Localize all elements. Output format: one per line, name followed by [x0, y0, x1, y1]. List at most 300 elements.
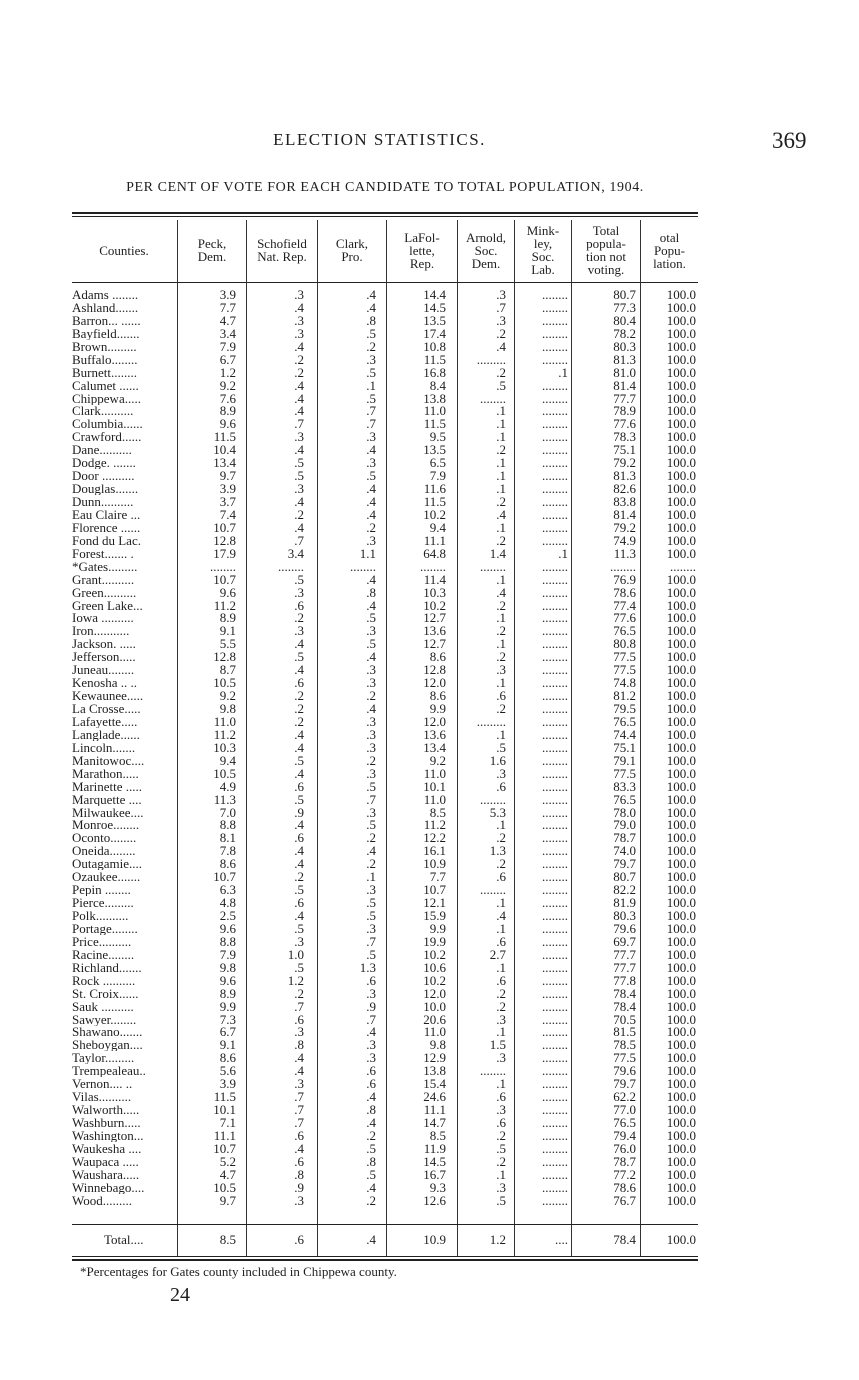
county-name: Wood.........: [72, 1193, 132, 1207]
table-cell: .1: [496, 920, 506, 936]
header-clark-line: Pro.: [341, 249, 363, 264]
table-cell: 7.8: [219, 843, 236, 859]
table-cell: 11.1: [423, 532, 446, 548]
table-cell: 100.0: [666, 998, 696, 1014]
county-name: Richland.......: [72, 960, 142, 974]
county-name: Polk..........: [72, 909, 129, 922]
table-cell: 100.0: [666, 325, 696, 341]
table-cell: ........: [542, 675, 568, 691]
header-minkley-line: ley,: [533, 236, 553, 251]
table-cell: .6: [294, 1153, 304, 1169]
county-name: Chippewa.....: [72, 391, 141, 405]
table-row: [72, 1142, 698, 1155]
table-cell: 9.6: [219, 584, 236, 600]
county-name: Winnebago....: [72, 1180, 145, 1194]
total-cell: .6: [294, 1232, 304, 1247]
table-cell: 13.4: [423, 739, 446, 755]
table-cell: ........: [542, 972, 568, 988]
table-cell: ........: [542, 455, 568, 471]
county-name: Racine........: [72, 947, 135, 961]
table-cell: 5.2: [219, 1153, 236, 1169]
table-cell: 9.6: [219, 920, 236, 936]
table-row: [72, 288, 698, 301]
county-name: Washburn.....: [72, 1116, 141, 1129]
table-row: [72, 1000, 698, 1013]
page-number: 369: [772, 128, 807, 153]
table-row: [72, 586, 698, 599]
table-cell: .3: [366, 765, 376, 781]
table-cell: 4.9: [219, 778, 236, 794]
county-name: Waupaca .....: [72, 1154, 139, 1168]
table-cell: .2: [496, 597, 506, 613]
table-cell: .2: [496, 532, 506, 548]
table-cell: 100.0: [666, 1102, 696, 1118]
table-cell: ........: [542, 597, 568, 613]
header-peck-line: Peck,: [197, 236, 227, 251]
table-cell: .4: [294, 636, 304, 652]
table-cell: .2: [366, 1127, 376, 1143]
table-cell: 76.5: [613, 1115, 636, 1130]
table-cell: .6: [496, 778, 506, 794]
table-cell: ........: [350, 558, 376, 574]
table-cell: .2: [294, 713, 304, 729]
table-cell: 79.6: [613, 1063, 636, 1079]
table-cell: 16.8: [423, 364, 446, 380]
table-cell: .1: [496, 636, 506, 652]
header-minkley-line: Soc.: [531, 249, 555, 264]
table-cell: 100.0: [666, 765, 696, 781]
table-cell: 8.9: [219, 403, 236, 419]
table-cell: 100.0: [666, 830, 696, 846]
county-name: Jackson. .....: [72, 637, 136, 651]
table-cell: .3: [294, 312, 304, 328]
total-cell: 1.2: [489, 1232, 506, 1247]
table-cell: ........: [610, 558, 636, 574]
table-row: [72, 818, 698, 831]
table-cell: 11.3: [613, 545, 636, 561]
table-cell: ........: [210, 558, 236, 574]
table-cell: 9.2: [429, 752, 446, 768]
table-cell: 9.9: [219, 998, 236, 1014]
county-name: Outagamie....: [72, 857, 143, 871]
table-cell: 11.0: [423, 791, 446, 807]
table-cell: 79.0: [613, 817, 636, 833]
county-name: Marquette ....: [72, 792, 142, 806]
table-cell: .7: [294, 998, 304, 1014]
table-cell: 100.0: [666, 351, 696, 367]
table-cell: ........: [542, 869, 568, 885]
county-name: Iron...........: [72, 624, 130, 638]
county-name: Douglas.......: [72, 482, 139, 496]
table-cell: .3: [294, 933, 304, 949]
table-cell: 10.7: [213, 1140, 236, 1156]
table-cell: .1: [366, 869, 376, 885]
table-cell: 10.1: [423, 778, 446, 794]
table-cell: .1: [496, 959, 506, 975]
table-row: [72, 831, 698, 844]
table-cell: 100.0: [666, 856, 696, 872]
table-cell: 74.8: [613, 675, 636, 691]
table-cell: 19.9: [423, 933, 446, 949]
table-cell: 78.5: [613, 1037, 636, 1053]
county-name: Adams ........: [72, 288, 139, 301]
table-cell: .5: [294, 649, 304, 665]
table-cell: 78.6: [613, 584, 636, 600]
table-cell: .3: [366, 985, 376, 1001]
table-cell: 8.8: [219, 933, 236, 949]
table-cell: .2: [496, 985, 506, 1001]
county-name: Walworth.....: [72, 1103, 140, 1117]
table-cell: .4: [496, 338, 506, 354]
table-cell: .4: [496, 506, 506, 522]
table-cell: ........: [542, 959, 568, 975]
table-cell: .3: [366, 623, 376, 639]
table-cell: ........: [542, 416, 568, 432]
table-cell: 10.5: [213, 675, 236, 691]
table-cell: ........: [542, 1011, 568, 1027]
table-cell: 100.0: [666, 403, 696, 419]
table-cell: .2: [294, 364, 304, 380]
table-row: [72, 754, 698, 767]
table-cell: 12.8: [213, 649, 236, 665]
table-cell: 100.0: [666, 675, 696, 691]
table-cell: .5: [294, 455, 304, 471]
table-cell: 14.4: [423, 287, 446, 302]
table-cell: ........: [542, 985, 568, 1001]
table-cell: ........: [542, 713, 568, 729]
header-minkley-line: Lab.: [531, 262, 555, 277]
table-cell: .4: [294, 856, 304, 872]
table-cell: 100.0: [666, 377, 696, 393]
table-cell: ........: [542, 765, 568, 781]
table-cell: 4.7: [219, 312, 236, 328]
table-cell: 9.6: [219, 416, 236, 432]
table-row: [72, 327, 698, 340]
table-cell: 10.9: [423, 856, 446, 872]
table-cell: .2: [294, 610, 304, 626]
table-row: [72, 456, 698, 469]
header-minkley: [515, 220, 571, 280]
table-cell: .7: [294, 1102, 304, 1118]
table-cell: .5: [294, 959, 304, 975]
table-cell: ........: [542, 610, 568, 626]
table-cell: .4: [366, 481, 376, 497]
table-cell: .3: [366, 351, 376, 367]
table-cell: .4: [294, 442, 304, 458]
table-cell: 10.5: [213, 1179, 236, 1195]
table-cell: 8.8: [219, 817, 236, 833]
table-row: [72, 922, 698, 935]
table-cell: 75.1: [613, 442, 636, 458]
table-row: [72, 1090, 698, 1103]
table-cell: .5: [366, 946, 376, 962]
county-name: Milwaukee....: [72, 805, 144, 819]
table-cell: .4: [496, 908, 506, 923]
total-cell: 100.0: [666, 1232, 696, 1247]
table-row: [72, 1013, 698, 1026]
table-cell: 81.4: [613, 506, 636, 522]
table-cell: 100.0: [666, 1089, 696, 1105]
table-cell: ........: [542, 1127, 568, 1143]
table-cell: 100.0: [666, 468, 696, 484]
table-cell: 100.0: [666, 778, 696, 794]
table-cell: 70.5: [613, 1011, 636, 1027]
table-cell: .4: [294, 390, 304, 406]
county-name: Forest....... .: [72, 546, 134, 560]
table-cell: ........: [542, 882, 568, 898]
table-cell: ........: [542, 895, 568, 911]
table-cell: 78.7: [613, 1153, 636, 1169]
table-cell: 12.9: [423, 1050, 446, 1066]
county-name: Sawyer........: [72, 1012, 137, 1026]
table-cell: .6: [294, 778, 304, 794]
column-header-row: [72, 220, 698, 280]
table-cell: .5: [496, 377, 506, 393]
table-cell: 11.2: [213, 597, 236, 613]
table-cell: 11.1: [423, 1102, 446, 1118]
table-cell: 76.5: [613, 713, 636, 729]
table-cell: 77.4: [613, 597, 636, 613]
table-cell: .6: [294, 675, 304, 691]
table-cell: 100.0: [666, 1076, 696, 1092]
table-cell: .1: [496, 403, 506, 419]
table-row: [72, 961, 698, 974]
table-row: [72, 534, 698, 547]
header-clark: [318, 220, 386, 280]
table-row: [72, 573, 698, 586]
table-cell: 12.7: [423, 610, 446, 626]
county-name: Ozaukee.......: [72, 870, 141, 884]
table-cell: .4: [294, 494, 304, 509]
table-cell: .3: [366, 429, 376, 445]
table-cell: 82.2: [613, 882, 636, 898]
header-bottom-rule: [72, 282, 698, 283]
table-cell: 64.8: [423, 545, 446, 561]
table-cell: .6: [294, 597, 304, 613]
table-cell: .3: [366, 739, 376, 755]
total-cell: .4: [366, 1232, 376, 1247]
table-cell: 100.0: [666, 506, 696, 522]
table-cell: .2: [294, 985, 304, 1001]
table-cell: 9.9: [429, 701, 446, 716]
table-cell: 81.3: [613, 351, 636, 367]
table-cell: .1: [496, 416, 506, 432]
table-cell: 13.4: [213, 455, 236, 471]
table-cell: 100.0: [666, 701, 696, 716]
header-arnold-line: Dem.: [471, 255, 501, 271]
table-cell: 2.7: [489, 946, 506, 962]
county-name: Crawford......: [72, 430, 142, 444]
table-row: [72, 340, 698, 353]
table-cell: .4: [294, 843, 304, 859]
running-head: [0, 128, 859, 154]
table-cell: 100.0: [666, 494, 696, 509]
table-cell: 11.0: [213, 713, 236, 729]
table-cell: 15.9: [423, 908, 446, 923]
table-cell: ........: [542, 908, 568, 923]
table-cell: 11.0: [423, 1024, 446, 1040]
table-cell: 8.1: [219, 830, 236, 846]
table-cell: .7: [366, 933, 376, 949]
table-cell: 78.2: [613, 325, 636, 341]
table-cell: .6: [496, 1115, 506, 1130]
table-cell: 1.2: [287, 972, 304, 988]
table-cell: .5: [294, 920, 304, 936]
table-cell: 15.4: [423, 1076, 446, 1092]
table-cell: .3: [366, 882, 376, 898]
table-cell: 9.5: [429, 429, 446, 445]
table-cell: .3: [366, 662, 376, 678]
table-cell: ........: [542, 558, 568, 574]
table-cell: 100.0: [666, 920, 696, 936]
table-cell: 100.0: [666, 610, 696, 626]
top-rule-thin: [72, 216, 698, 217]
table-cell: 78.7: [613, 830, 636, 846]
table-cell: 7.1: [219, 1115, 236, 1130]
county-name: Shawano.......: [72, 1025, 143, 1039]
table-cell: 10.0: [423, 998, 446, 1014]
header-minkley-line: Mink-: [526, 223, 560, 238]
table-cell: .4: [366, 597, 376, 613]
table-cell: .6: [366, 972, 376, 988]
table-cell: 79.6: [613, 920, 636, 936]
table-cell: 3.9: [219, 287, 236, 302]
table-cell: 77.7: [613, 390, 636, 406]
total-cell: 78.4: [613, 1232, 636, 1247]
table-cell: 7.7: [429, 869, 446, 885]
county-name: Waukesha ....: [72, 1141, 142, 1155]
table-cell: 14.5: [423, 299, 446, 315]
table-cell: .2: [366, 519, 376, 535]
header-not-voting-line: Total: [592, 223, 620, 238]
table-cell: 7.6: [219, 390, 236, 406]
table-cell: 76.9: [613, 571, 636, 587]
table-cell: 80.3: [613, 338, 636, 354]
county-name: Sauk ..........: [72, 999, 134, 1013]
table-cell: .1: [366, 377, 376, 393]
header-schofield-line: Nat. Rep.: [257, 249, 307, 264]
table-cell: 8.6: [219, 1050, 236, 1066]
table-cell: 12.2: [423, 830, 446, 846]
table-cell: .3: [496, 1050, 506, 1066]
table-cell: 10.7: [213, 519, 236, 535]
table-cell: ........: [278, 558, 304, 574]
table-cell: .4: [366, 287, 376, 302]
table-cell: 13.5: [423, 442, 446, 458]
header-not-voting: [572, 220, 640, 280]
table-cell: .3: [496, 312, 506, 328]
table-cell: 7.7: [219, 299, 236, 315]
table-cell: .3: [496, 1179, 506, 1195]
header-clark-line: Clark,: [335, 236, 369, 251]
header-lafollette-line: lette,: [409, 242, 435, 258]
county-rows: [72, 288, 698, 1207]
table-cell: .4: [294, 1063, 304, 1079]
table-cell: 14.5: [423, 1153, 446, 1169]
county-name: Barron... ......: [72, 313, 141, 327]
table-cell: ........: [542, 830, 568, 846]
county-name: Columbia......: [72, 417, 143, 431]
table-cell: 12.1: [423, 895, 446, 911]
table-cell: .2: [294, 701, 304, 716]
table-cell: ........: [542, 998, 568, 1014]
header-not-voting-line: voting.: [587, 262, 625, 277]
table-cell: .7: [496, 299, 506, 315]
table-cell: 8.9: [219, 610, 236, 626]
table-cell: 100.0: [666, 545, 696, 561]
table-cell: 100.0: [666, 299, 696, 315]
table-cell: 100.0: [666, 972, 696, 988]
table-cell: 10.2: [423, 946, 446, 962]
table-cell: 9.1: [219, 623, 236, 639]
table-cell: 80.3: [613, 908, 636, 923]
table-cell: 100.0: [666, 985, 696, 1001]
table-cell: .2: [366, 856, 376, 872]
county-name: Lafayette.....: [72, 714, 138, 728]
table-cell: 100.0: [666, 312, 696, 328]
table-cell: 100.0: [666, 416, 696, 432]
table-cell: .5: [294, 468, 304, 484]
county-name: Dodge. .......: [72, 456, 136, 470]
table-cell: .4: [294, 403, 304, 419]
table-cell: 11.5: [213, 1089, 236, 1105]
county-name: Marathon.....: [72, 766, 139, 780]
table-row: [72, 741, 698, 754]
table-cell: 80.7: [613, 869, 636, 885]
table-cell: 1.3: [359, 959, 376, 975]
county-name: Kewaunee.....: [72, 689, 144, 703]
table-cell: .2: [496, 1153, 506, 1169]
county-name: Portage........: [72, 921, 138, 935]
county-name: Jefferson.....: [72, 650, 136, 664]
county-name: Lincoln.......: [72, 740, 136, 754]
table-cell: 81.4: [613, 377, 636, 393]
table-cell: 13.6: [423, 726, 446, 742]
table-cell: .6: [496, 972, 506, 988]
table-cell: .5: [366, 1166, 376, 1182]
header-total-population-line: otal: [659, 229, 680, 245]
county-name: Dane..........: [72, 443, 132, 457]
county-name: Brown.........: [72, 339, 137, 353]
table-cell: 10.3: [213, 739, 236, 755]
table-cell: .3: [294, 1076, 304, 1092]
table-cell: .2: [294, 688, 304, 704]
table-cell: .1: [496, 429, 506, 445]
table-cell: .7: [366, 403, 376, 419]
total-top-rule: [72, 1224, 698, 1225]
table-cell: 100.0: [666, 869, 696, 885]
table-cell: 100.0: [666, 571, 696, 587]
table-cell: ........: [542, 571, 568, 587]
table-cell: 7.3: [219, 1011, 236, 1027]
table-cell: ........: [542, 299, 568, 315]
header-arnold-line: Soc.: [474, 242, 498, 258]
table-cell: 100.0: [666, 1037, 696, 1053]
footnote: *Percentages for Gates county included in Chippewa county.: [80, 1264, 397, 1279]
table-cell: .5: [366, 610, 376, 626]
table-cell: .4: [366, 494, 376, 509]
table-cell: ........: [480, 1063, 506, 1079]
table-cell: ........: [542, 494, 568, 509]
table-row: [72, 353, 698, 366]
table-cell: 75.1: [613, 739, 636, 755]
table-row: [72, 728, 698, 741]
table-cell: 100.0: [666, 1024, 696, 1040]
table-cell: .3: [496, 1011, 506, 1027]
county-name: La Crosse.....: [72, 702, 141, 715]
table-cell: ........: [542, 338, 568, 354]
table-cell: .5: [496, 1192, 506, 1208]
